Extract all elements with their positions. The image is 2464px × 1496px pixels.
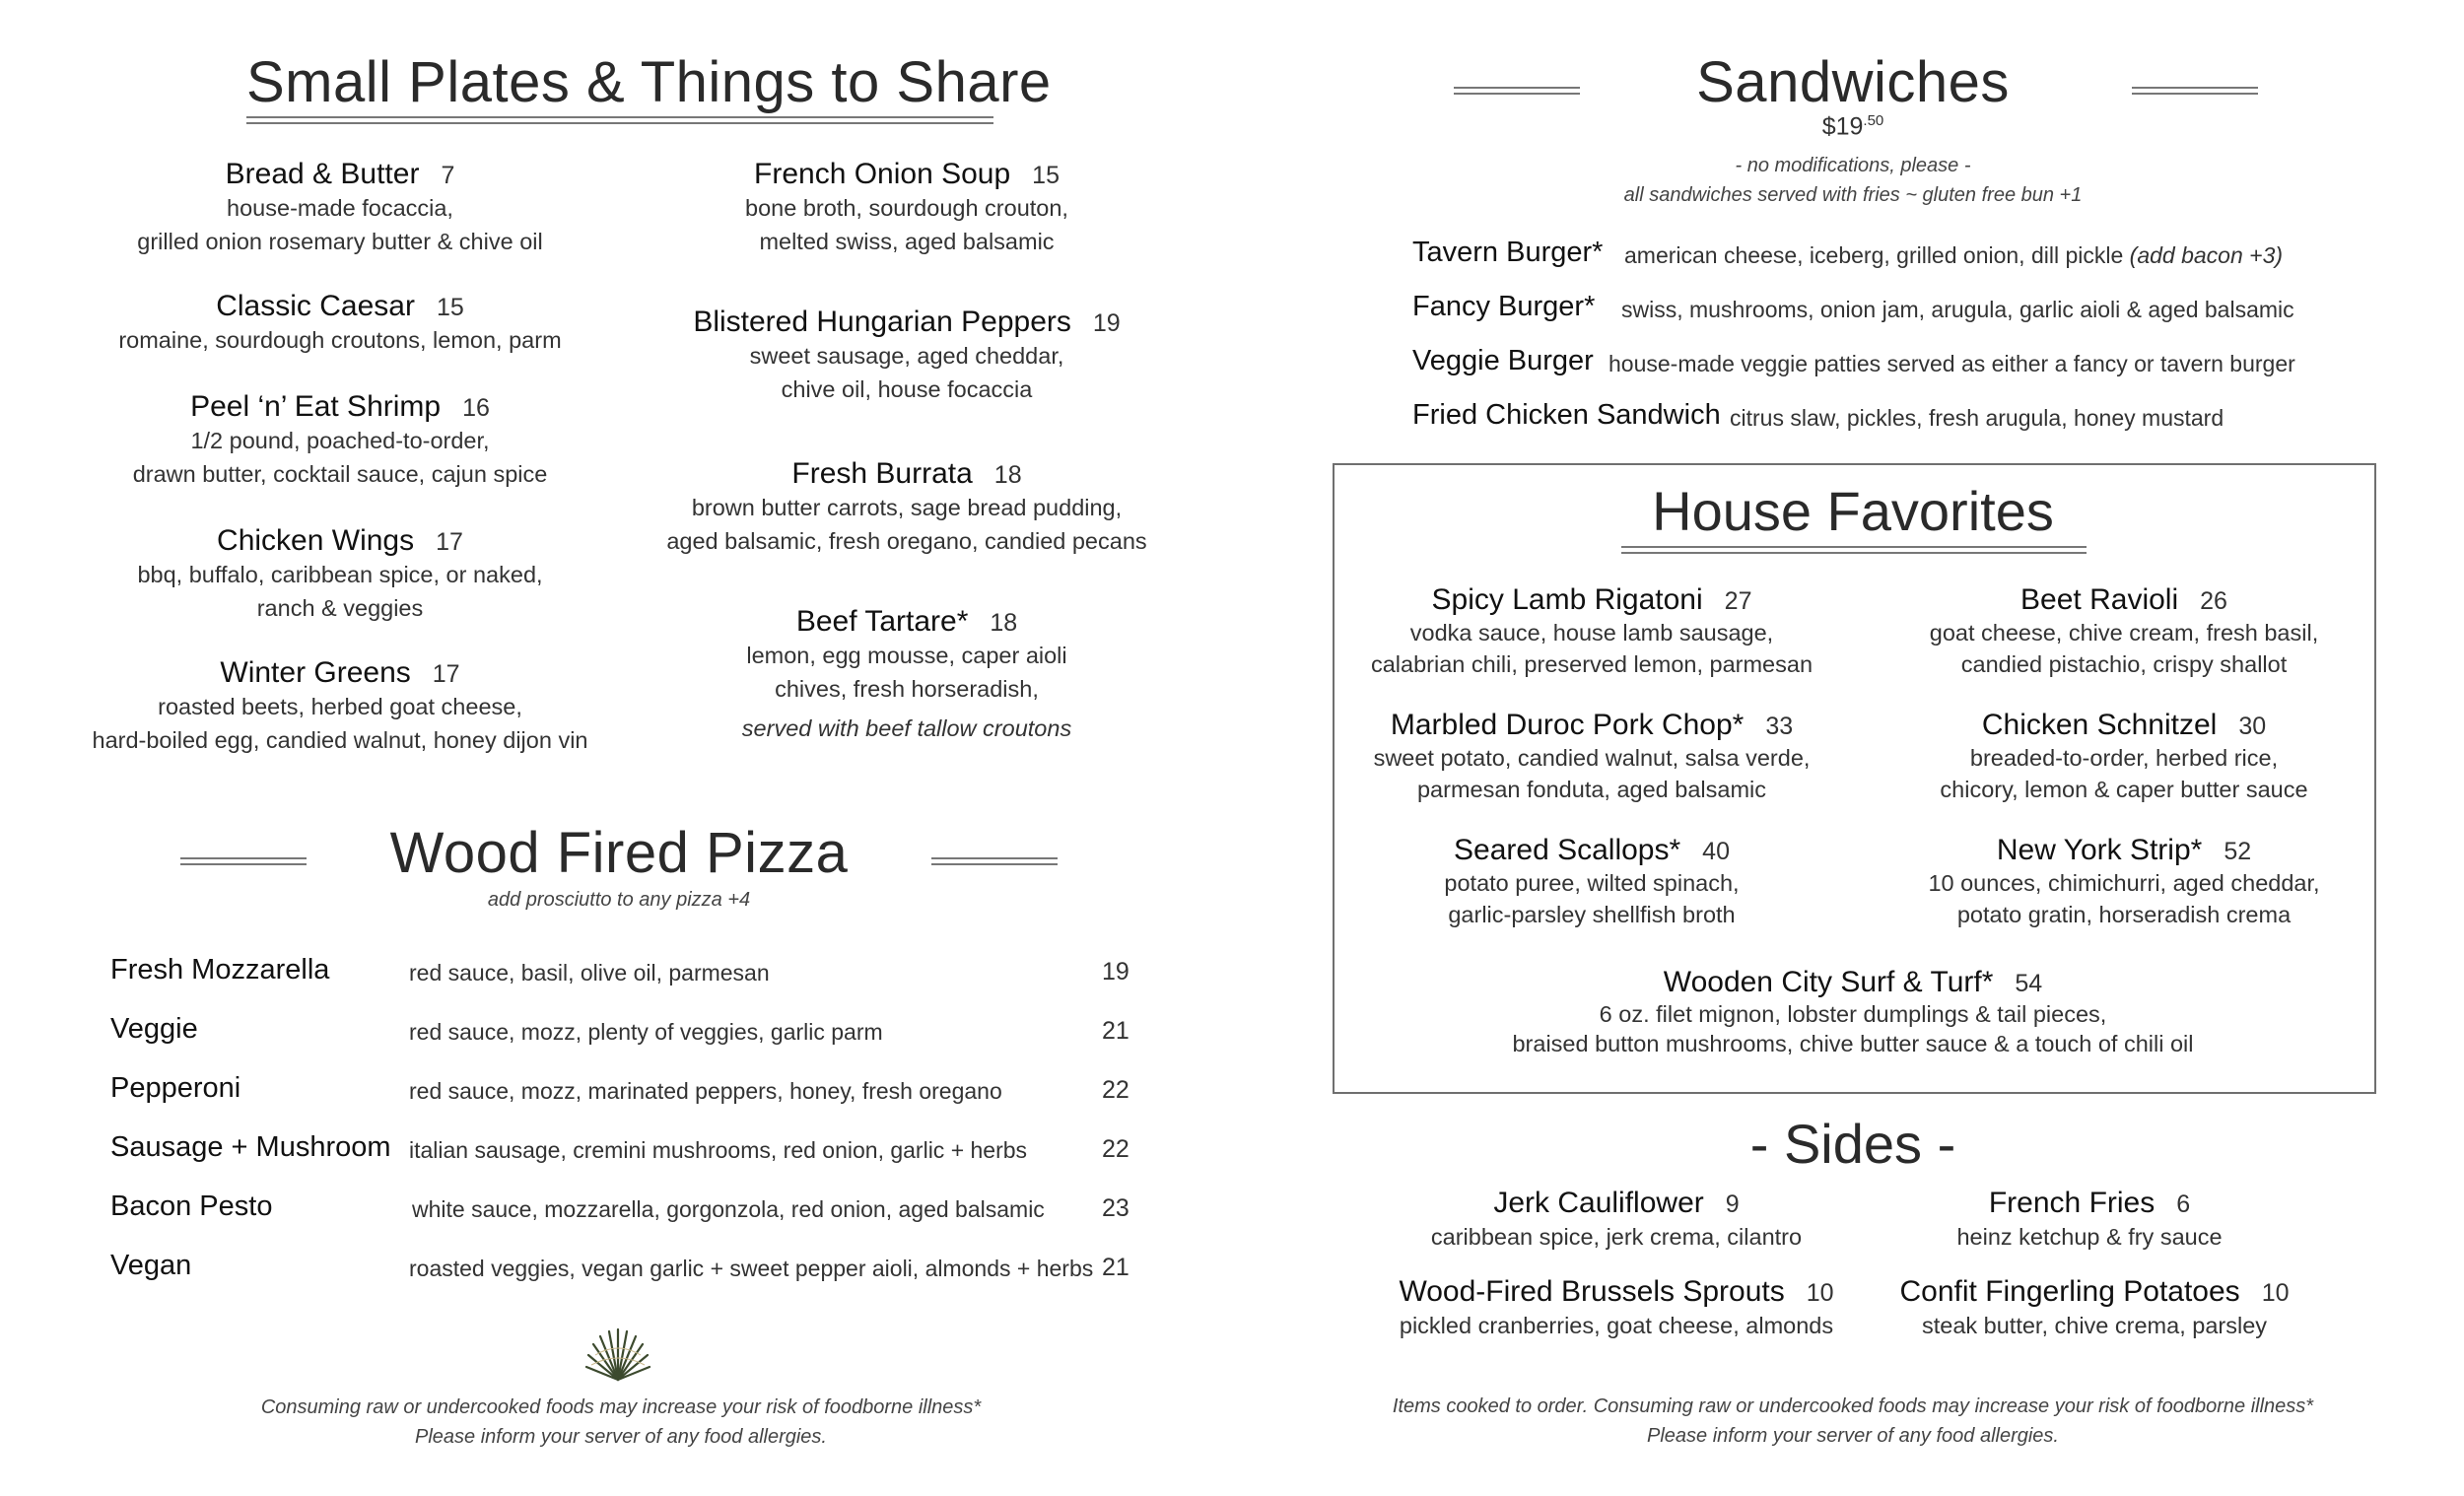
pizza-desc: red sauce, basil, olive oil, parmesan	[409, 960, 770, 986]
item-desc-line: romaine, sourdough croutons, lemon, parm	[118, 327, 562, 353]
pizza-name: Pepperoni	[110, 1072, 241, 1104]
item-desc-line: caribbean spice, jerk crema, cilantro	[1430, 1224, 1803, 1250]
item-desc-line: sweet sausage, aged cheddar,	[749, 343, 1064, 369]
pizza-rule-left	[180, 857, 307, 865]
item-desc-line: heinz ketchup & fry sauce	[1956, 1224, 2223, 1250]
pizza-price: 22	[1102, 1135, 1129, 1163]
footer-line: Please inform your server of any food allergies.	[415, 1426, 827, 1448]
item-price: 54	[2015, 970, 2043, 997]
item-price: 18	[993, 461, 1022, 489]
item-desc-line: pickled cranberries, goat cheese, almonds	[1399, 1313, 1834, 1338]
item-desc-line: 6 oz. filet mignon, lobster dumplings & tail pieces,	[1599, 1001, 2107, 1027]
item-name: Peel ‘n’ Eat Shrimp	[190, 390, 442, 423]
item-desc-line: hard-boiled egg, candied walnut, honey dijon vin	[92, 727, 588, 753]
item-desc-line: chive oil, house focaccia	[781, 376, 1033, 402]
item-name: Winter Greens	[220, 656, 411, 689]
menu-item-beef-tartare	[631, 605, 1183, 745]
house-item-beet-ravioli	[1892, 583, 2356, 680]
item-name: Fresh Burrata	[791, 457, 973, 490]
sandwiches-rule-right	[2132, 87, 2258, 95]
item-price: 7	[441, 162, 455, 189]
item-name: Confit Fingerling Potatoes	[1899, 1275, 2240, 1308]
menu-item-hungarian-peppers	[631, 306, 1183, 406]
pizza-price: 19	[1102, 958, 1129, 986]
pizza-desc: red sauce, mozz, plenty of veggies, garlic parm	[409, 1019, 883, 1045]
pizza-name: Vegan	[110, 1250, 192, 1281]
item-price: 33	[1765, 713, 1794, 740]
pizza-desc: red sauce, mozz, marinated peppers, honey, fresh oregano	[409, 1078, 1002, 1104]
fan-leaf-logo-icon	[583, 1326, 652, 1383]
item-name: Marbled Duroc Pork Chop*	[1390, 709, 1745, 741]
side-item-french-fries	[1873, 1187, 2306, 1254]
item-desc-line: brown butter carrots, sage bread pudding,	[691, 495, 1123, 520]
item-price: 10	[1806, 1279, 1834, 1307]
sandwich-desc: citrus slaw, pickles, fresh arugula, honey mustard	[1730, 405, 2224, 431]
item-desc-line: goat cheese, chive cream, fresh basil,	[1929, 620, 2319, 646]
item-price: 10	[2261, 1279, 2290, 1307]
item-desc-line: vodka sauce, house lamb sausage,	[1409, 620, 1774, 646]
item-name: Chicken Schnitzel	[1981, 709, 2218, 741]
small-plates-title-rule	[246, 116, 993, 124]
pizza-price: 22	[1102, 1076, 1129, 1104]
pizza-name: Bacon Pesto	[110, 1190, 273, 1222]
pizza-price: 21	[1102, 1017, 1129, 1045]
item-name: Chicken Wings	[217, 524, 415, 557]
pizza-title: Wood Fired Pizza	[389, 821, 849, 885]
pizza-desc: italian sausage, cremini mushrooms, red onion, garlic + herbs	[409, 1137, 1028, 1163]
item-name: Spicy Lamb Rigatoni	[1431, 583, 1703, 616]
menu-item-classic-caesar	[59, 290, 621, 357]
item-desc-line: potato gratin, horseradish crema	[1956, 902, 2292, 927]
item-desc-line: lemon, egg mousse, caper aioli	[746, 643, 1067, 668]
house-item-chicken-schnitzel	[1892, 709, 2356, 805]
item-desc-line: bbq, buffalo, caribbean spice, or naked,	[137, 562, 543, 587]
footer-line: Items cooked to order. Consuming raw or undercooked foods may increase your risk of foodborne illness*	[1392, 1395, 2314, 1417]
menu-item-french-onion-soup	[631, 158, 1183, 258]
item-desc-line: 10 ounces, chimichurri, aged cheddar,	[1928, 870, 2320, 896]
item-name: Seared Scallops*	[1454, 834, 1681, 866]
footer-line: Consuming raw or undercooked foods may increase your risk of foodborne illness*	[260, 1396, 982, 1418]
right-footer	[1360, 1392, 2346, 1451]
sandwich-name: Fried Chicken Sandwich	[1412, 399, 1721, 431]
item-name: French Fries	[1988, 1187, 2156, 1219]
sandwich-desc: american cheese, iceberg, grilled onion, dill pickle (add bacon +3)	[1624, 242, 2284, 268]
item-desc-line: sweet potato, candied walnut, salsa verde,	[1373, 745, 1811, 771]
item-desc-line: roasted beets, herbed goat cheese,	[158, 694, 522, 719]
item-desc-line: potato puree, wilted spinach,	[1444, 870, 1740, 896]
item-note: served with beef tallow croutons	[741, 715, 1072, 741]
pizza-name: Veggie	[110, 1013, 198, 1045]
item-desc-line: melted swiss, aged balsamic	[759, 229, 1055, 254]
item-desc-line: house-made focaccia,	[227, 195, 453, 221]
sandwich-price-cents: .50	[1863, 112, 1884, 129]
pizza-price: 21	[1102, 1254, 1129, 1281]
item-price: 17	[432, 660, 460, 688]
sandwiches-note-1: - no modifications, please -	[1735, 155, 1971, 176]
item-price: 40	[1702, 838, 1730, 865]
item-desc-line: garlic-parsley shellfish broth	[1448, 902, 1736, 927]
house-item-ny-strip	[1892, 834, 2356, 930]
menu-item-bread-butter	[59, 158, 621, 258]
pizza-desc: white sauce, mozzarella, gorgonzola, red onion, aged balsamic	[412, 1196, 1045, 1222]
item-price: 52	[2224, 838, 2252, 865]
item-desc-line: steak butter, chive crema, parsley	[1921, 1313, 2268, 1338]
item-price: 18	[990, 609, 1018, 637]
item-price: 15	[1032, 162, 1060, 189]
sandwich-price-main: $19	[1821, 112, 1864, 141]
item-price: 6	[2176, 1190, 2191, 1218]
sandwiches-rule-left	[1454, 87, 1580, 95]
item-price: 30	[2238, 713, 2267, 740]
side-item-brussels-sprouts	[1375, 1275, 1858, 1342]
item-name: Wood-Fired Brussels Sprouts	[1399, 1275, 1785, 1308]
item-name: Bread & Butter	[225, 158, 420, 190]
item-price: 17	[436, 528, 463, 556]
item-desc-line: grilled onion rosemary butter & chive oil	[137, 229, 543, 254]
menu-item-shrimp	[59, 390, 621, 491]
item-price: 26	[2200, 587, 2227, 615]
side-item-fingerling-potatoes	[1863, 1275, 2326, 1342]
pizza-name: Sausage + Mushroom	[110, 1131, 391, 1163]
pizza-price: 23	[1102, 1194, 1129, 1222]
item-price: 15	[436, 294, 464, 321]
item-name: Classic Caesar	[216, 290, 415, 322]
sandwich-extra: (add bacon +3)	[2129, 242, 2284, 268]
sandwiches-note-2: all sandwiches served with fries ~ gluten free bun +1	[1623, 184, 2083, 206]
item-desc-line: 1/2 pound, poached-to-order,	[190, 428, 490, 453]
sandwich-name: Veggie Burger	[1412, 345, 1594, 376]
item-name: Blistered Hungarian Peppers	[693, 306, 1071, 338]
menu-item-winter-greens	[59, 656, 621, 757]
sides-title: - Sides -	[1749, 1113, 1956, 1175]
pizza-desc: roasted veggies, vegan garlic + sweet pepper aioli, almonds + herbs	[409, 1256, 1094, 1281]
item-name: Jerk Cauliflower	[1493, 1187, 1704, 1219]
small-plates-title: Small Plates & Things to Share	[246, 50, 1052, 114]
item-desc-line: calabrian chili, preserved lemon, parmesan	[1370, 651, 1814, 677]
item-name: Beet Ravioli	[2020, 583, 2179, 616]
item-price: 27	[1724, 587, 1752, 615]
item-desc-line: drawn butter, cocktail sauce, cajun spice	[132, 461, 548, 487]
sandwich-desc: house-made veggie patties served as either a fancy or tavern burger	[1608, 351, 2295, 376]
item-desc-line: braised button mushrooms, chive butter sauce & a touch of chili oil	[1512, 1031, 2194, 1056]
item-desc-line: candied pistachio, crispy shallot	[1960, 651, 2288, 677]
pizza-rule-right	[931, 857, 1058, 865]
menu-item-fresh-burrata	[631, 457, 1183, 558]
pizza-subtitle: add prosciutto to any pizza +4	[487, 889, 751, 911]
item-desc-line: bone broth, sourdough crouton,	[745, 195, 1068, 221]
sandwiches-price	[1607, 112, 2099, 141]
item-desc-line: aged balsamic, fresh oregano, candied pecans	[666, 528, 1147, 554]
house-item-pork-chop	[1360, 709, 1823, 805]
side-item-jerk-cauliflower	[1400, 1187, 1833, 1254]
item-price: 19	[1092, 309, 1121, 337]
item-desc-line: breaded-to-order, herbed rice,	[1969, 745, 2279, 771]
item-name: Beef Tartare*	[795, 605, 969, 638]
item-price: 16	[462, 394, 490, 422]
footer-line: Please inform your server of any food allergies.	[1647, 1425, 2059, 1447]
item-desc-line: ranch & veggies	[256, 595, 424, 621]
left-footer	[177, 1393, 1064, 1452]
pizza-name: Fresh Mozzarella	[110, 954, 330, 986]
item-name: Wooden City Surf & Turf*	[1663, 966, 1994, 998]
house-favorites-title-rule	[1621, 546, 2087, 554]
house-favorites-title: House Favorites	[1652, 480, 2054, 542]
sandwich-name: Tavern Burger*	[1412, 237, 1604, 268]
house-item-scallops	[1360, 834, 1823, 930]
item-desc-line: parmesan fonduta, aged balsamic	[1416, 777, 1767, 802]
item-desc-line: chives, fresh horseradish,	[775, 676, 1039, 702]
item-name: New York Strip*	[1996, 834, 2203, 866]
item-desc-line: chicory, lemon & caper butter sauce	[1940, 777, 2308, 802]
sandwich-desc: swiss, mushrooms, onion jam, arugula, garlic aioli & aged balsamic	[1621, 297, 2294, 322]
sandwiches-title: Sandwiches	[1696, 50, 2010, 114]
sandwich-name: Fancy Burger*	[1412, 291, 1596, 322]
house-item-lamb-rigatoni	[1360, 583, 1823, 680]
item-name: French Onion Soup	[754, 158, 1011, 190]
menu-item-chicken-wings	[59, 524, 621, 625]
item-price: 9	[1725, 1190, 1740, 1218]
house-item-surf-turf	[1419, 966, 2287, 1058]
